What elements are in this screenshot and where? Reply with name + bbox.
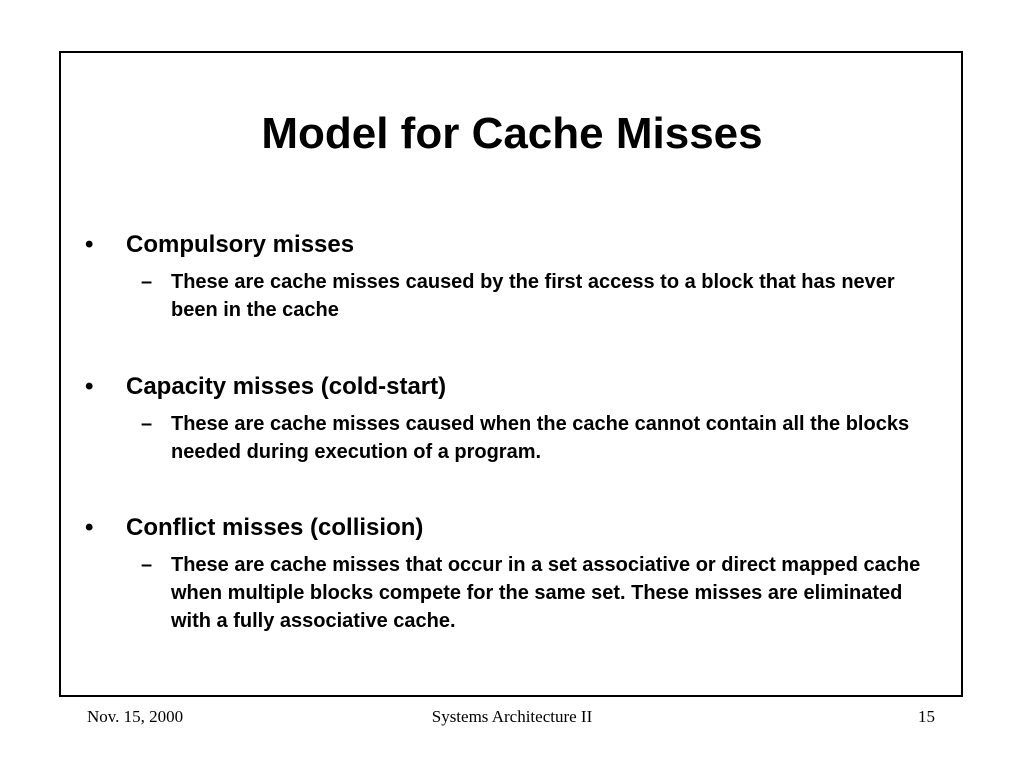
sub-bullet-text: These are cache misses caused when the cache cannot contain all the blocks needed during execution of a program. [171,413,910,463]
bullet-marker: • [85,514,94,541]
sub-bullet-capacity-description [141,410,941,466]
sub-bullet-text: These are cache misses caused by the first access to a block that has never been in the cache [171,271,895,321]
sub-bullet-marker: – [141,271,153,293]
sub-bullet-marker: – [141,413,153,435]
sub-bullet-conflict-description [141,551,941,635]
sub-bullet-compulsory-description [141,268,941,324]
slide-title: Model for Cache Misses [261,109,763,158]
footer-page-number: 15 [918,707,935,726]
footer-course: Systems Architecture II [431,707,593,726]
sub-bullet-text: These are cache misses that occur in a set associative or direct mapped cache when multiple blocks compete for the same set. These misses are eliminated with a fully associative cache. [171,554,921,632]
sub-bullet-marker: – [141,554,153,576]
bullet-label: Conflict misses (collision) [126,514,424,541]
bullet-label: Compulsory misses [126,231,355,258]
bullet-marker: • [85,373,94,400]
bullet-marker: • [85,231,94,258]
bullet-label: Capacity misses (cold-start) [126,373,447,400]
footer-date: Nov. 15, 2000 [87,707,184,726]
